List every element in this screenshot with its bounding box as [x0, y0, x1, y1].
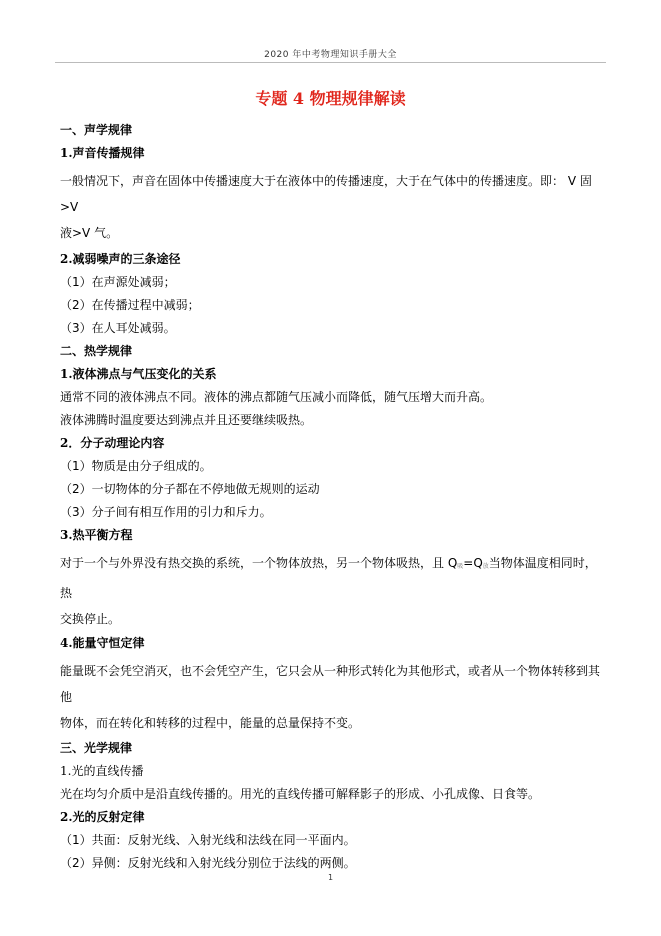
paragraph-line: 光在均匀介质中是沿直线传播的。用光的直线传播可解释影子的形成、小孔成像、日食等。	[60, 787, 541, 801]
subheading-heat-balance: 3.热平衡方程	[60, 528, 133, 542]
list-item: （2）异侧：反射光线和入射光线分别位于法线的两侧。	[60, 856, 356, 870]
subheading-molecular-theory: 2．分子动理论内容	[60, 436, 165, 450]
page-number: 1	[327, 873, 334, 882]
list-item: （1）在声源处减弱；	[60, 275, 176, 289]
list-item: （3）分子间有相互作用的引力和斥力。	[60, 505, 272, 519]
subheading-light-straight-line: 1.光的直线传播	[60, 764, 144, 778]
document-body	[60, 118, 608, 878]
section-heading-acoustics: 一、声学规律	[60, 123, 133, 137]
paragraph-line: 能量既不会凭空消灭，也不会凭空产生，它只会从一种形式转化为其他形式，或者从一个物体转移到其他	[60, 664, 601, 704]
paragraph-line: 通常不同的液体沸点不同。液体的沸点都随气压减小而降低，随气压增大而升高。	[60, 390, 493, 404]
list-item: （1）物质是由分子组成的。	[60, 459, 212, 473]
subscript-absorb: 吸	[457, 563, 464, 570]
paragraph-sound-propagation	[60, 168, 608, 246]
section-heading-thermal: 二、热学规律	[60, 344, 133, 358]
text-run: =Q	[463, 556, 483, 570]
paragraph-line: 液体沸腾时温度要达到沸点并且还要继续吸热。	[60, 413, 313, 427]
paragraph-line: 交换停止。	[60, 612, 121, 626]
subheading-boiling-point: 1.液体沸点与气压变化的关系	[60, 367, 217, 381]
paragraph-energy-conservation	[60, 658, 608, 736]
subheading-noise-reduction: 2.减弱噪声的三条途径	[60, 252, 181, 266]
header-divider	[55, 62, 606, 63]
subheading-sound-propagation: 1.声音传播规律	[60, 146, 145, 160]
paragraph-line: 物体，而在转化和转移的过程中，能量的总量保持不变。	[60, 716, 361, 730]
paragraph-line: 液>V 气。	[60, 226, 119, 240]
subscript-release: 放	[482, 563, 489, 570]
list-item: （2）一切物体的分子都在不停地做无规则的运动	[60, 482, 320, 496]
page-header: 2020 年中考物理知识手册大全	[264, 50, 397, 60]
list-item: （1）共面：反射光线、入射光线和法线在同一平面内。	[60, 833, 356, 847]
paragraph-heat-balance	[60, 550, 608, 632]
list-item: （3）在人耳处减弱。	[60, 321, 176, 335]
paragraph-line	[60, 550, 608, 606]
subheading-reflection-law: 2.光的反射定律	[60, 810, 145, 824]
text-run: 当物体温度相同时，热	[60, 556, 597, 600]
section-heading-optics: 三、光学规律	[60, 741, 133, 755]
paragraph-line: 一般情况下，声音在固体中传播速度大于在液体中的传播速度，大于在气体中的传播速度。即： V 固>V	[60, 174, 592, 214]
page-title: 专题 4 物理规律解读	[255, 89, 406, 108]
subheading-energy-conservation: 4.能量守恒定律	[60, 636, 145, 650]
text-run: 对于一个与外界没有热交换的系统，一个物体放热，另一个物体吸热，且 Q	[60, 556, 458, 570]
list-item: （2）在传播过程中减弱；	[60, 298, 200, 312]
